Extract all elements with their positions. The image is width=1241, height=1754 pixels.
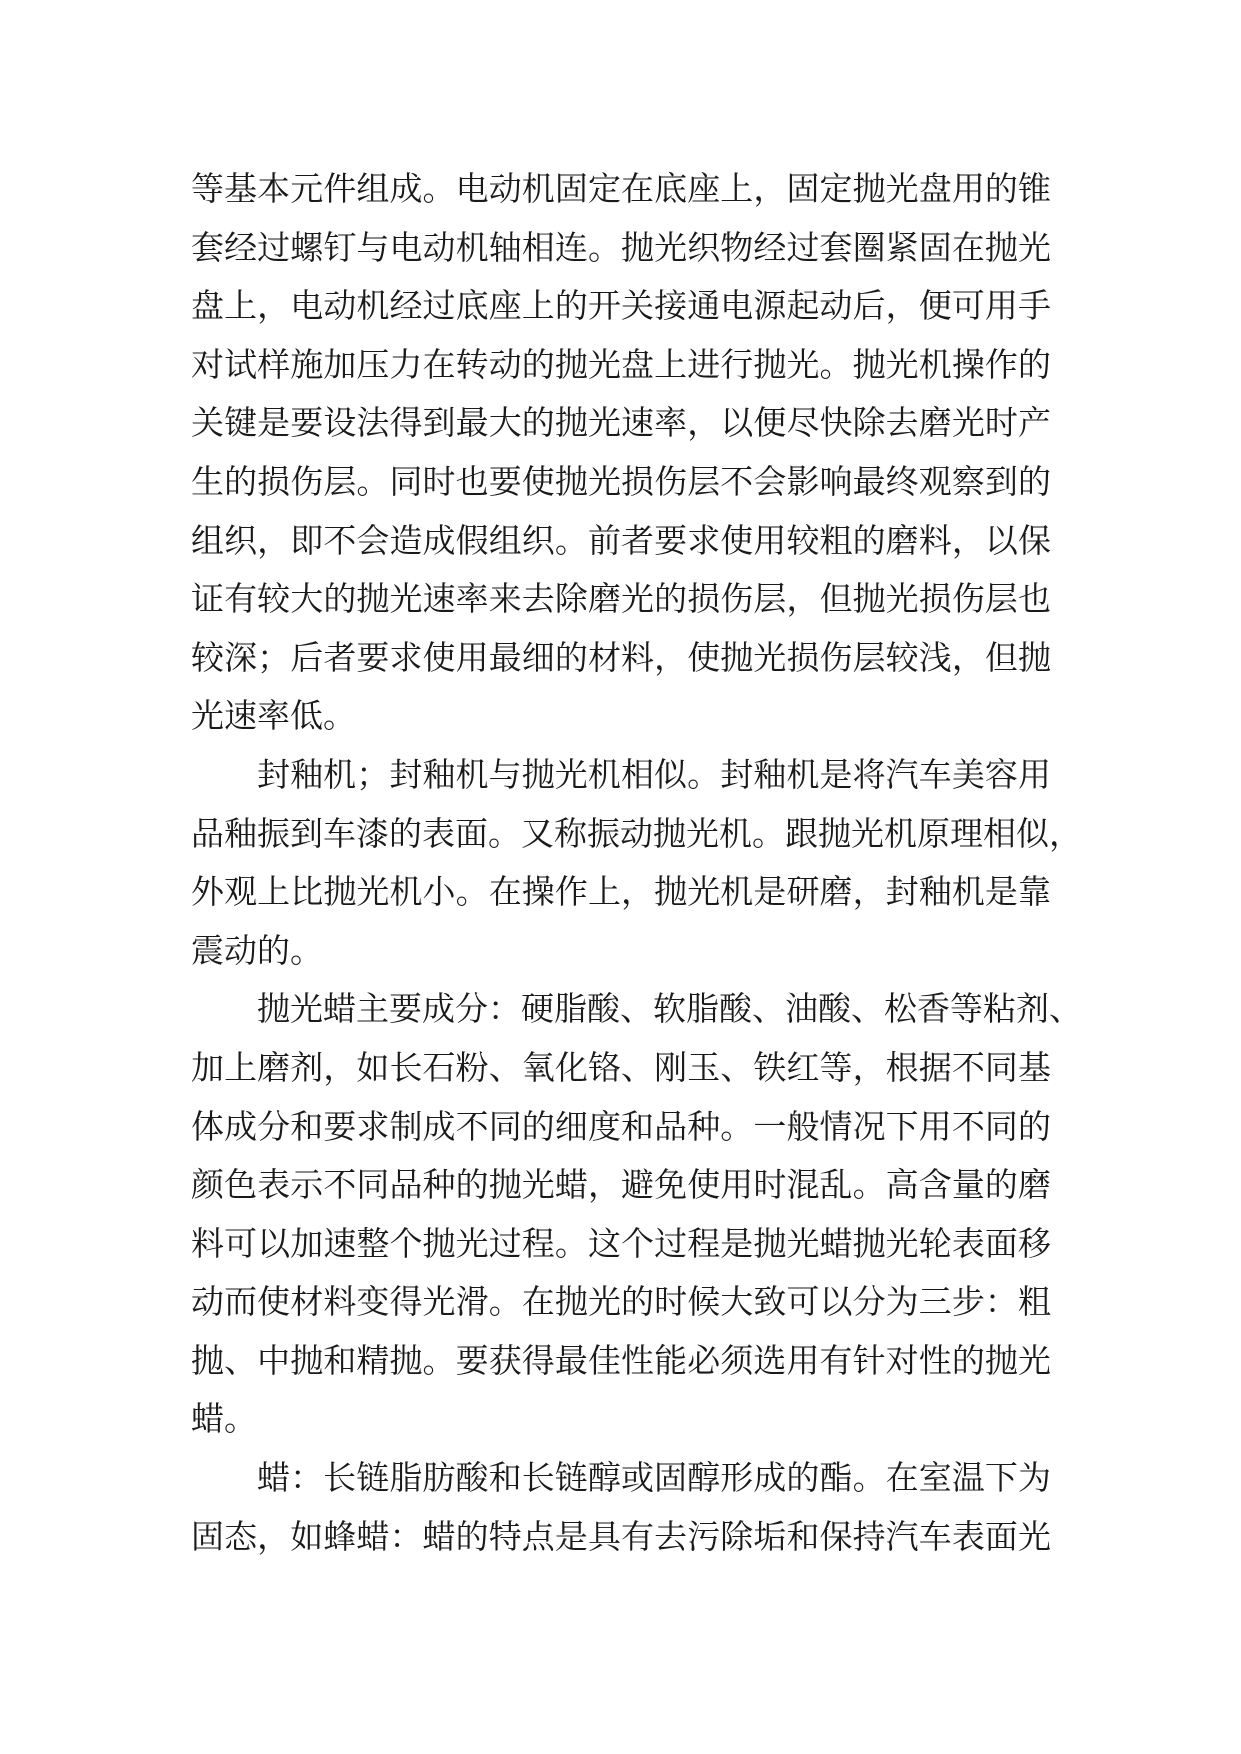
- paragraph-2: [191, 746, 1082, 980]
- paragraph-line: 等基本元件组成。电动机固定在底座上，固定抛光盘用的锥: [191, 169, 1051, 208]
- paragraph-line: 蜡。: [191, 1399, 257, 1439]
- paragraph-line: 关键是要设法得到最大的抛光速率，以便尽快除去磨光时产: [191, 403, 1051, 443]
- paragraph-line: 品釉振到车漆的表面。又称振动抛光机。跟抛光机原理相似，: [191, 813, 1082, 853]
- paragraph-line: 抛光蜡主要成分：硬脂酸、软脂酸、油酸、松香等粘剂、: [257, 989, 1082, 1029]
- paragraph-3: [191, 980, 1082, 1449]
- paragraph-line: 封釉机；封釉机与抛光机相似。封釉机是将汽车美容用: [257, 754, 1051, 794]
- paragraph-line: 证有较大的抛光速率来去除磨光的损伤层，但抛光损伤层也: [191, 579, 1051, 619]
- paragraph-line: 抛、中抛和精抛。要获得最佳性能必须选用有针对性的抛光: [191, 1340, 1051, 1380]
- paragraph-line: 套经过螺钉与电动机轴相连。抛光织物经过套圈紧固在抛光: [191, 227, 1051, 267]
- paragraph-line: 震动的。: [191, 930, 323, 970]
- paragraph-1: [191, 160, 1051, 746]
- paragraph-line: 外观上比抛光机小。在操作上，抛光机是研磨，封釉机是靠: [191, 872, 1051, 912]
- paragraph-line: 动而使材料变得光滑。在抛光的时候大致可以分为三步：粗: [191, 1282, 1051, 1322]
- paragraph-line: 体成分和要求制成不同的细度和品种。一般情况下用不同的: [191, 1106, 1051, 1146]
- paragraph-line: 较深；后者要求使用最细的材料，使抛光损伤层较浅，但抛: [191, 637, 1051, 677]
- paragraph-line: 加上磨剂，如长石粉、氧化铬、刚玉、铁红等，根据不同基: [191, 1047, 1051, 1087]
- paragraph-line: 对试样施加压力在转动的抛光盘上进行抛光。抛光机操作的: [191, 344, 1051, 384]
- document-body: [191, 160, 1082, 1566]
- paragraph-line: 蜡：长链脂肪酸和长链醇或固醇形成的酯。在室温下为: [257, 1458, 1051, 1498]
- paragraph-line: 生的损伤层。同时也要使抛光损伤层不会影响最终观察到的: [191, 461, 1051, 501]
- paragraph-line: 盘上，电动机经过底座上的开关接通电源起动后，便可用手: [191, 286, 1051, 326]
- paragraph-4: [191, 1449, 1051, 1566]
- paragraph-line: 固态，如蜂蜡：蜡的特点是具有去污除垢和保持汽车表面光: [191, 1516, 1051, 1556]
- paragraph-line: 光速率低。: [191, 696, 356, 736]
- paragraph-line: 料可以加速整个抛光过程。这个过程是抛光蜡抛光轮表面移: [191, 1223, 1051, 1263]
- paragraph-line: 颜色表示不同品种的抛光蜡，避免使用时混乱。高含量的磨: [191, 1165, 1051, 1205]
- paragraph-line: 组织，即不会造成假组织。前者要求使用较粗的磨料，以保: [191, 520, 1051, 560]
